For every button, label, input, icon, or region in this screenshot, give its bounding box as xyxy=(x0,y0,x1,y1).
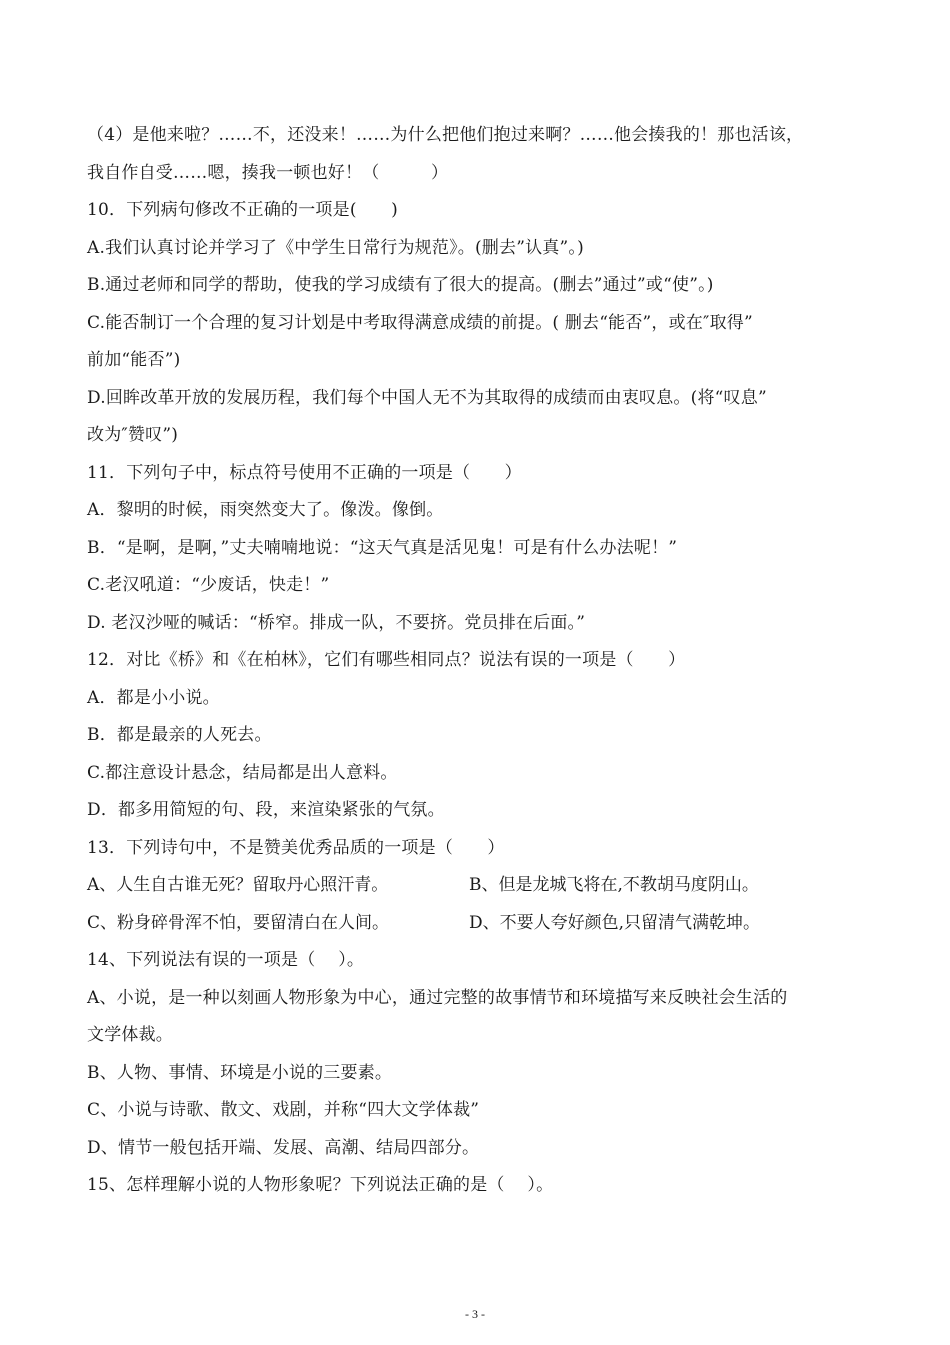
q10-option-d-line1: D.回眸改革开放的发展历程，我们每个中国人无不为其取得的成绩而由衷叹息。(将“叹息” xyxy=(87,387,767,408)
q11-option-b: B．“是啊，是啊，”丈夫喃喃地说：“这天气真是活见鬼！可是有什么办法呢！” xyxy=(87,537,678,558)
q10-stem: 10．下列病句修改不正确的一项是( ) xyxy=(87,200,398,220)
q13-option-a: A、人生自古谁无死？留取丹心照汗青。 xyxy=(87,875,389,895)
q10-option-c-line2: 前加“能否”) xyxy=(87,350,181,370)
q14-option-c: C、小说与诗歌、散文、戏剧，并称“四大文学体裁” xyxy=(87,1100,480,1120)
q14-option-b: B、人物、事情、环境是小说的三要素。 xyxy=(87,1062,393,1083)
q13-options-row2 xyxy=(87,905,867,943)
question-content xyxy=(87,117,867,1205)
q11-option-c: C.老汉吼道：“少废话，快走！” xyxy=(87,575,330,595)
q10-option-a: A.我们认真讨论并学习了《中学生日常行为规范》。(删去”认真”。) xyxy=(87,237,584,258)
q12-option-b: B．都是最亲的人死去。 xyxy=(87,725,272,745)
q10-option-c-line1: C.能否制订一个合理的复习计划是中考取得满意成绩的前提。( 删去“能否”，或在″取得” xyxy=(87,312,753,333)
q13-option-b: B、但是龙城飞将在,不教胡马度阴山。 xyxy=(469,875,759,895)
q9-item4-line2: 我自作自受……嗯，揍我一顿也好！（ ） xyxy=(87,162,449,183)
q14-option-d: D、情节一般包括开端、发展、高潮、结局四部分。 xyxy=(87,1137,480,1158)
q9-item4-line1: （4）是他来啦？……不，还没来！……为什么把他们抱过来啊？……他会揍我的！那也活该， xyxy=(87,125,804,145)
q13-option-d: D、不要人夸好颜色,只留清气满乾坤。 xyxy=(469,912,761,933)
q12-option-d: D．都多用简短的句、段，来渲染紧张的气氛。 xyxy=(87,800,445,820)
q13-option-c: C、粉身碎骨浑不怕，要留清白在人间。 xyxy=(87,912,390,933)
q14-stem: 14、下列说法有误的一项是（ ）。 xyxy=(87,950,365,970)
q13-stem: 13．下列诗句中，不是赞美优秀品质的一项是（ ） xyxy=(87,837,505,858)
q15-stem: 15、怎样理解小说的人物形象呢？下列说法正确的是（ ）。 xyxy=(87,1175,554,1195)
q11-option-a: A．黎明的时候，雨突然变大了。像泼。像倒。 xyxy=(87,500,444,520)
q12-stem: 12．对比《桥》和《在柏林》，它们有哪些相同点？说法有误的一项是（ ） xyxy=(87,650,686,670)
q11-option-d: D. 老汉沙哑的喊话：“桥窄。排成一队，不要挤。党员排在后面。” xyxy=(87,612,586,633)
q14-option-a-line1: A、小说，是一种以刻画人物形象为中心，通过完整的故事情节和环境描写来反映社会生活的 xyxy=(87,987,788,1008)
q12-option-a: A．都是小小说。 xyxy=(87,687,220,708)
q14-option-a-line2: 文学体裁。 xyxy=(87,1025,173,1045)
q10-option-b: B.通过老师和同学的帮助，使我的学习成绩有了很大的提高。(删去”通过”或“使”。) xyxy=(87,275,714,295)
q11-stem: 11．下列句子中，标点符号使用不正确的一项是（ ） xyxy=(87,462,522,483)
page-number: - 3 - xyxy=(465,1307,485,1321)
q12-option-c: C.都注意设计悬念，结局都是出人意料。 xyxy=(87,762,398,783)
q13-options-row1 xyxy=(87,867,867,905)
q10-option-d-line2: 改为″赞叹”) xyxy=(87,425,179,445)
